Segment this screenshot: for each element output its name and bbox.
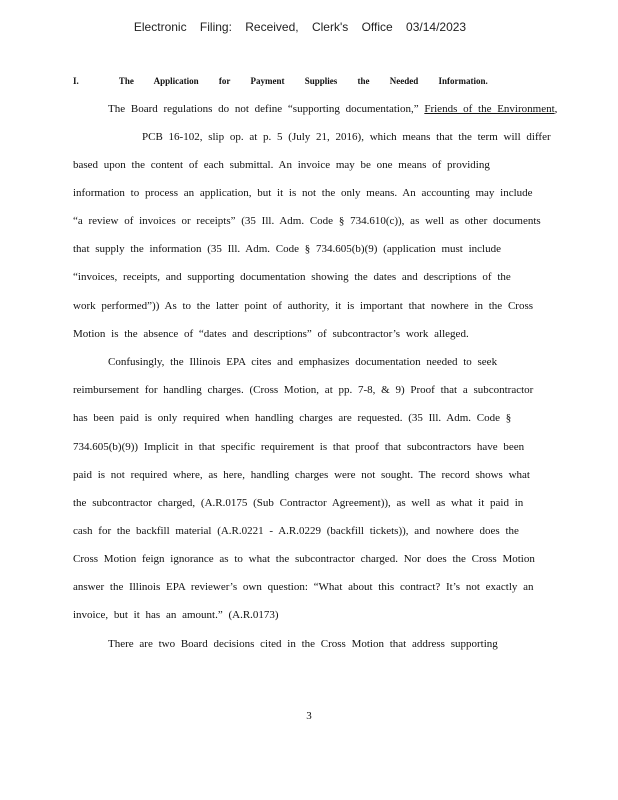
- text-segment: ,: [554, 103, 558, 115]
- text-line: the subcontractor charged, (A.R.0175 (Sub Contractor Agreement)), as well as what it paid in: [73, 497, 524, 509]
- case-citation: Friends of the Environment: [424, 103, 555, 115]
- filing-stamp: Electronic Filing: Received, Clerk's Office 03/14/2023: [133, 20, 467, 34]
- text-line: reimbursement for handling charges. (Cross Motion, at pp. 7-8, & 9) Proof that a subcontractor: [73, 384, 534, 396]
- text-line: cash for the backfill material (A.R.0221 - A.R.0229 (backfill tickets)), and nowhere does the: [73, 525, 519, 537]
- text-segment: The Board regulations do not define “supporting documentation,”: [108, 103, 425, 115]
- text-line: Cross Motion feign ignorance as to what the subcontractor charged. Nor does the Cross Motion: [73, 553, 535, 565]
- text-line: based upon the content of each submittal. An invoice may be one means of providing: [73, 159, 490, 171]
- text-line: PCB 16-102, slip op. at p. 5 (July 21, 2016), which means that the term will differ: [142, 131, 551, 143]
- text-line: “a review of invoices or receipts” (35 Ill. Adm. Code § 734.610(c)), as well as other documents: [73, 215, 541, 227]
- text-line: There are two Board decisions cited in the Cross Motion that address supporting: [108, 638, 498, 650]
- text-line: has been paid is only required when handling charges are requested. (35 Ill. Adm. Code §: [73, 412, 512, 424]
- text-line: invoice, but it has an amount.” (A.R.0173): [73, 609, 279, 621]
- text-line: [108, 102, 557, 116]
- text-line: answer the Illinois EPA reviewer’s own question: “What about this contract? It’s not exactly an: [73, 581, 534, 593]
- page-number: 3: [306, 710, 312, 722]
- text-line: information to process an application, but it is not the only means. An accounting may include: [73, 187, 533, 199]
- section-number: I.: [73, 76, 79, 86]
- text-line: Confusingly, the Illinois EPA cites and emphasizes documentation needed to seek: [108, 356, 498, 368]
- text-line: paid is not required where, as here, handling charges were not sought. The record shows what: [73, 469, 530, 481]
- text-line: that supply the information (35 Ill. Adm. Code § 734.605(b)(9) (application must include: [73, 243, 501, 255]
- text-line: 734.605(b)(9)) Implicit in that specific requirement is that proof that subcontractors have been: [73, 441, 525, 453]
- section-heading: [73, 76, 488, 86]
- text-line: “invoices, receipts, and supporting documentation showing the dates and descriptions of the: [73, 271, 511, 283]
- text-line: Motion is the absence of “dates and descriptions” of subcontractor’s work alleged.: [73, 328, 469, 340]
- section-title: The Application for Payment Supplies the Needed Information.: [118, 76, 488, 86]
- text-line: work performed”)) As to the latter point of authority, it is important that nowhere in the Cross: [73, 300, 534, 312]
